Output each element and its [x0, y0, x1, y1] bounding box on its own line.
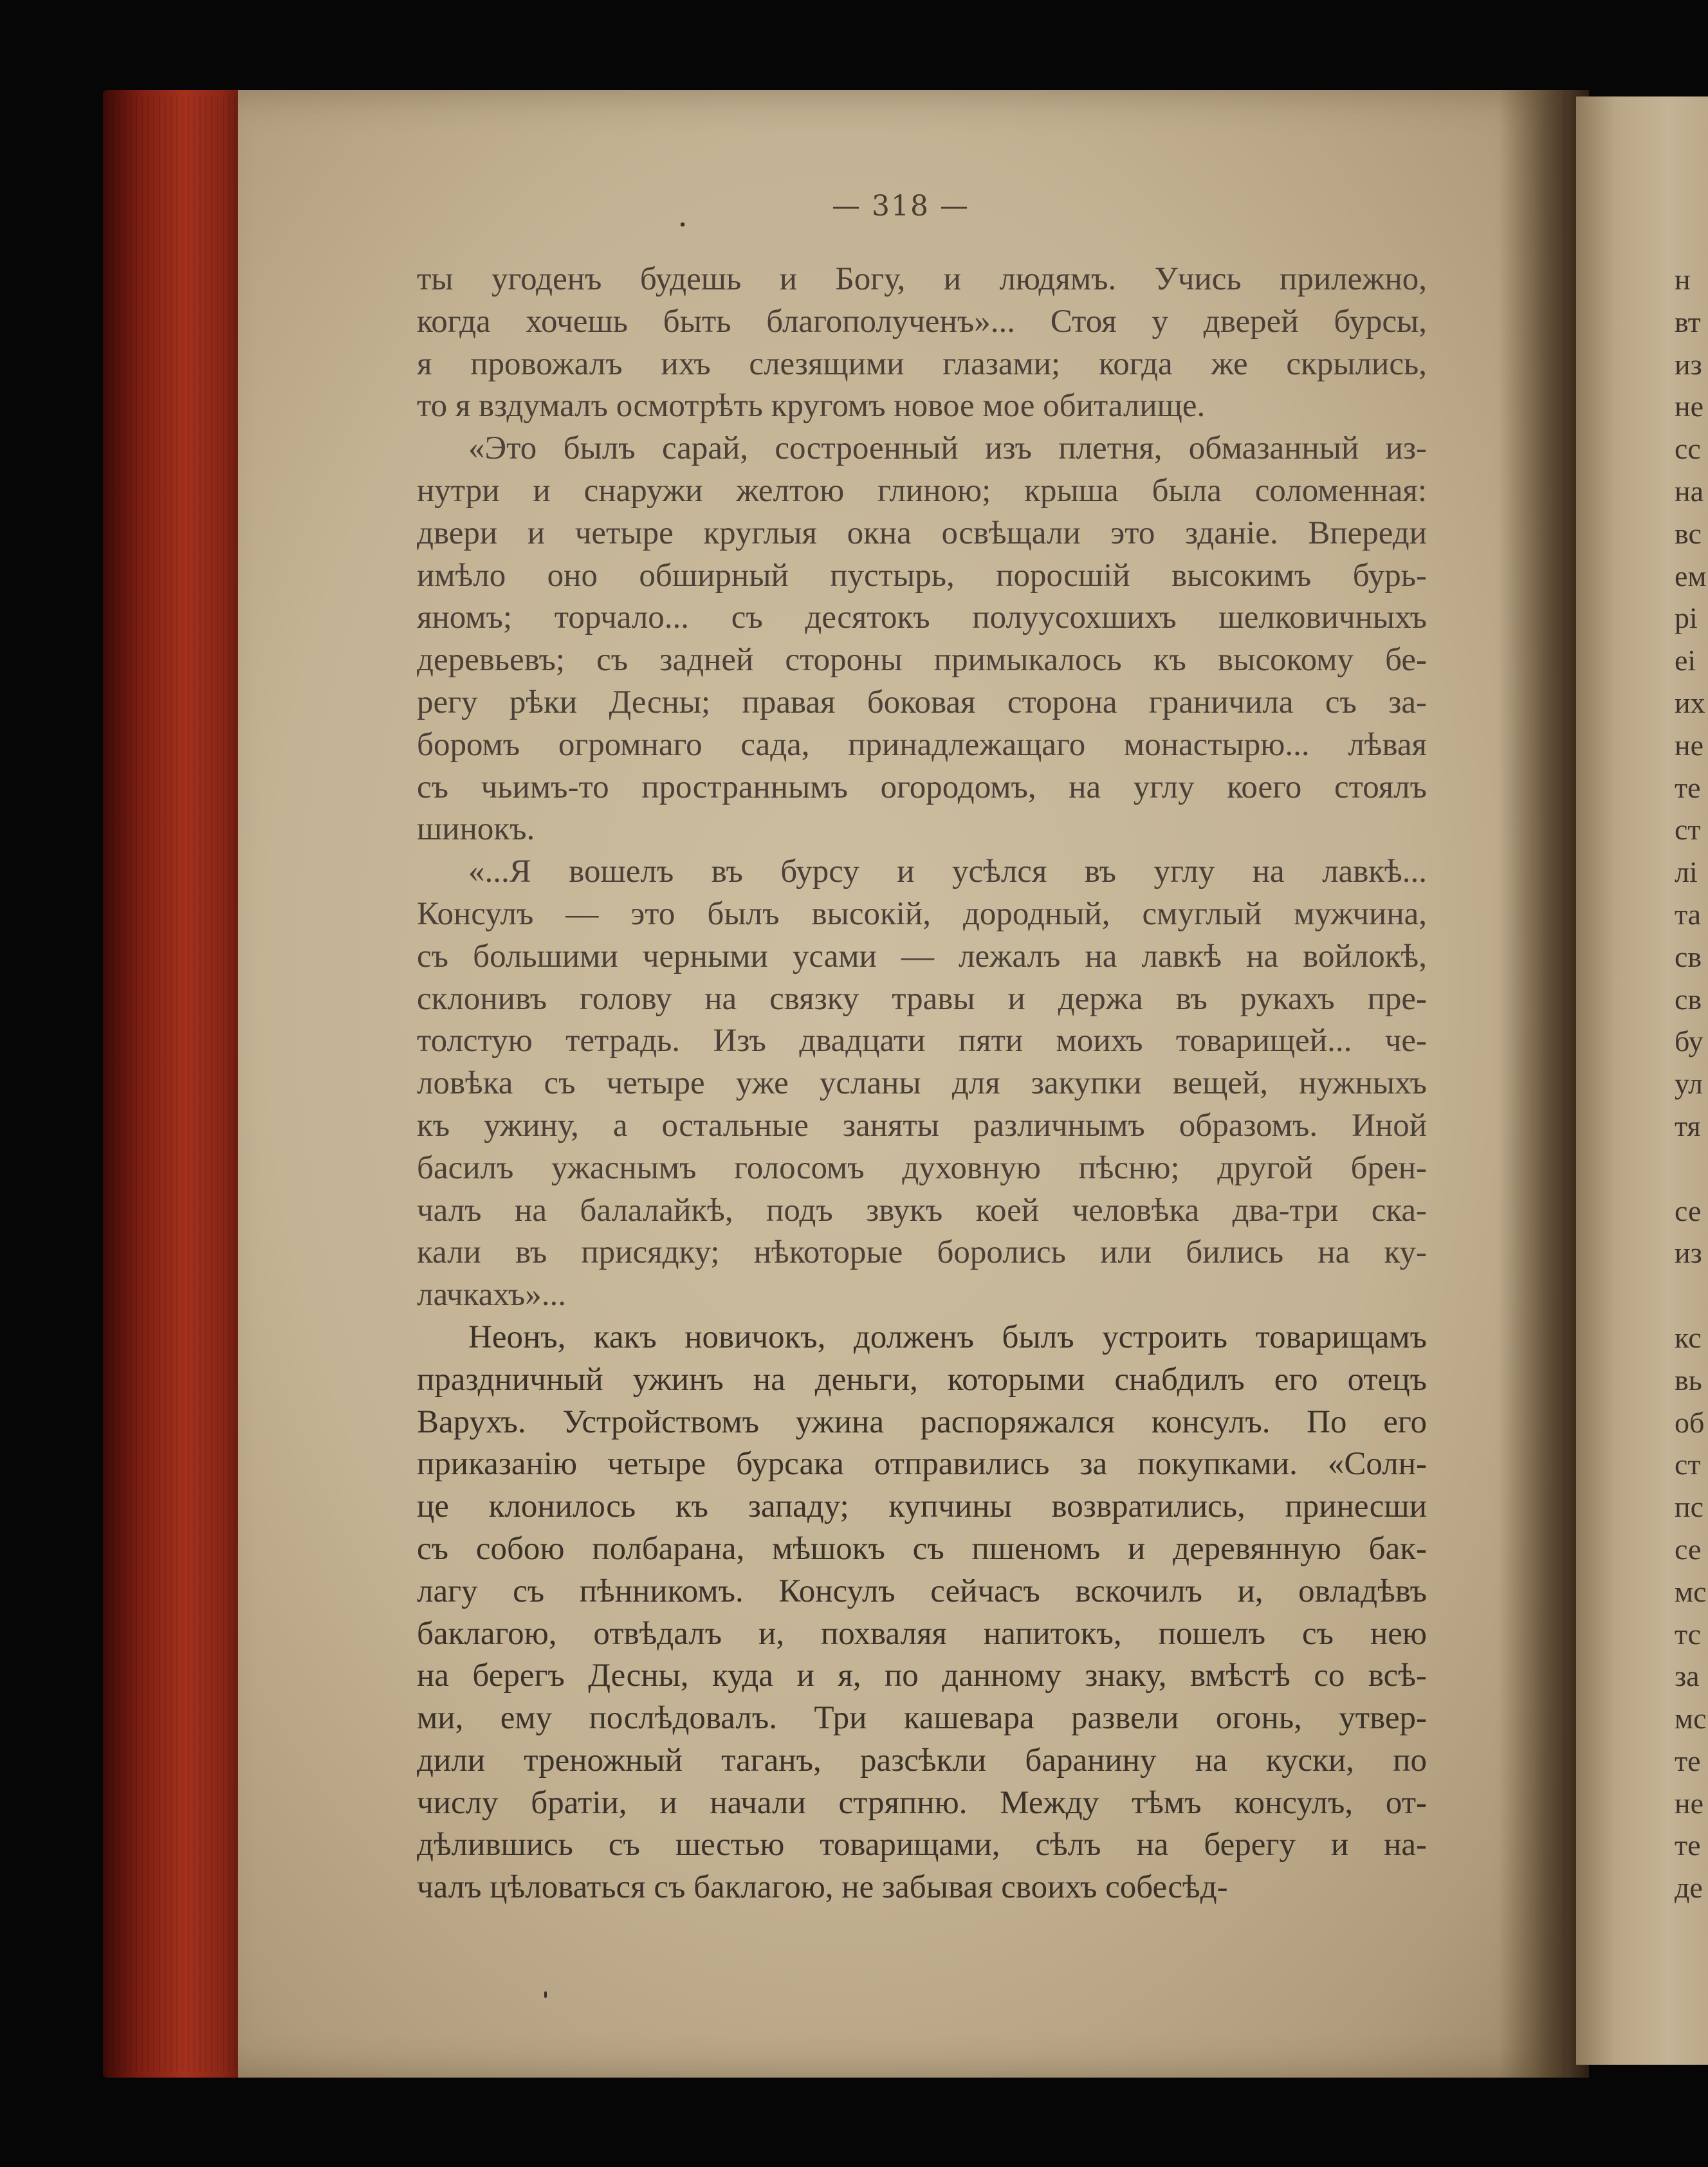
right-page-fragment: еі [1675, 644, 1696, 677]
text-line: чалъ цѣловаться съ баклагою, не забывая своихъ собесѣд- [417, 1869, 1228, 1906]
right-page-fragment: ем [1675, 559, 1707, 592]
right-page-fragment: лі [1675, 855, 1698, 889]
text-line: яномъ; торчало... съ десятокъ полуусохшихъ шелковичныхъ [417, 599, 1427, 636]
right-page-fragment: не [1675, 728, 1704, 762]
right-page-fragment: се [1675, 1532, 1702, 1566]
right-page-text-fragments [1675, 259, 1708, 1909]
right-page-fragment: кс [1675, 1321, 1702, 1354]
text-line: «...Я вошелъ въ бурсу и усѣлся въ углу на лавкѣ... [468, 854, 1427, 890]
right-page-fragment: из [1675, 347, 1702, 381]
right-page-fragment: пс [1675, 1490, 1704, 1524]
ink-speck [544, 1991, 547, 1998]
text-line: на берегъ Десны, куда и я, по данному знаку, вмѣстѣ со всѣ- [417, 1658, 1427, 1694]
text-line: склонивъ голову на связку травы и держа въ рукахъ пре- [417, 980, 1427, 1017]
right-page-fragment: та [1675, 897, 1702, 931]
text-line: баклагою, отвѣдалъ и, похваляя напитокъ, пошелъ съ нею [417, 1615, 1427, 1652]
ink-speck [681, 223, 684, 226]
right-page-fragment: се [1675, 1194, 1702, 1227]
right-page-fragment: вь [1675, 1363, 1702, 1396]
right-page-fragment: вс [1675, 517, 1702, 550]
page-body-text [417, 259, 1427, 1909]
right-page-fragment: н [1675, 263, 1691, 296]
text-line: дѣлившись съ шестью товарищами, сѣлъ на берегу и на- [417, 1827, 1427, 1863]
right-page-fragment: тс [1675, 1617, 1702, 1650]
right-page-fragment: сс [1675, 432, 1701, 466]
text-line: ми, ему послѣдовалъ. Три кашевара развели огонь, утвер- [417, 1700, 1427, 1737]
text-line: ловѣка съ четыре уже усланы для закупки вещей, нужныхъ [417, 1065, 1427, 1102]
text-line: приказанію четыре бурсака отправились за покупками. «Солн- [417, 1446, 1427, 1483]
right-page-fragment [1675, 1148, 1708, 1190]
right-page-fragment: не [1675, 1786, 1704, 1820]
right-page-fragment: об [1675, 1405, 1705, 1439]
text-line: съ чьимъ-то пространнымъ огородомъ, на углу коего стоялъ [417, 769, 1427, 805]
text-line: съ собою полбарана, мѣшокъ съ пшеномъ и деревянную бак- [417, 1530, 1427, 1567]
text-line: я провожалъ ихъ слезящими глазами; когда же скрылись, [417, 345, 1427, 382]
right-page-fragment: бу [1675, 1025, 1703, 1058]
text-line: когда хочешь быть благополученъ»... Стоя у дверей бурсы, [417, 303, 1427, 340]
page-number: — 318 — [832, 190, 969, 223]
right-page-fragment: из [1675, 1236, 1702, 1270]
text-line: нутри и снаружи желтою глиною; крыша была соломенная: [417, 472, 1427, 509]
right-page-fragment: ул [1675, 1067, 1703, 1101]
right-page-fragment: мс [1675, 1575, 1707, 1608]
right-page-fragment: не [1675, 390, 1704, 423]
text-line: регу рѣки Десны; правая боковая сторона граничила съ за- [417, 684, 1427, 720]
right-page-fragment: св [1675, 982, 1702, 1016]
page-edge-texture [113, 96, 241, 2071]
text-line: боромъ огромнаго сада, принадлежащаго монастырю... лѣвая [417, 726, 1427, 763]
right-page-fragment: те [1675, 771, 1701, 804]
book-gutter-shadow [1499, 90, 1589, 2078]
text-line: шинокъ. [417, 811, 535, 848]
right-page-fragment [1675, 1274, 1708, 1317]
text-line: деревьевъ; съ задней стороны примыкалось къ высокому бе- [417, 642, 1427, 679]
right-page-fragment: рі [1675, 601, 1698, 635]
right-page-fragment: их [1675, 686, 1705, 719]
text-line: праздничный ужинъ на деньги, которыми снабдилъ его отецъ [417, 1361, 1427, 1398]
text-line: толстую тетрадь. Изъ двадцати пяти моихъ товарищей... че- [417, 1023, 1427, 1059]
text-line: лагу съ пѣнникомъ. Консулъ сейчасъ вскочилъ и, овладѣвъ [417, 1573, 1427, 1609]
text-line: лачкахъ»... [417, 1277, 567, 1313]
right-page-fragment: мс [1675, 1702, 1707, 1735]
right-page-fragment: де [1675, 1871, 1703, 1905]
text-line: двери и четыре круглыя окна освѣщали это зданіе. Впереди [417, 515, 1427, 551]
right-page-fragment: тя [1675, 1109, 1701, 1142]
text-line: съ большими черными усами — лежалъ на лавкѣ на войлокѣ, [417, 938, 1427, 974]
text-line: Неонъ, какъ новичокъ, долженъ былъ устроить товарищамъ [468, 1319, 1427, 1355]
text-line: дили треножный таганъ, разсѣкли баранину на куски, по [417, 1742, 1427, 1778]
right-page-fragment: вт [1675, 305, 1701, 338]
text-line: Консулъ — это былъ высокій, дородный, смуглый мужчина, [417, 895, 1427, 932]
right-page-fragment: те [1675, 1744, 1701, 1777]
right-page-fragment: св [1675, 940, 1702, 973]
right-page-fragment: за [1675, 1660, 1700, 1693]
text-line: це клонилось къ западу; купчины возвратились, принесши [417, 1488, 1427, 1525]
text-line: кали въ присядку; нѣкоторые боролись или бились на ку- [417, 1234, 1427, 1271]
text-line: числу братіи, и начали стряпню. Между тѣмъ консулъ, от- [417, 1784, 1427, 1821]
right-page-fragment: те [1675, 1829, 1701, 1862]
right-page-fragment: на [1675, 474, 1704, 507]
text-line: чалъ на балалайкѣ, подъ звукъ коей человѣка два-три ска- [417, 1192, 1427, 1229]
text-line: то я вздумалъ осмотрѣть кругомъ новое мое обиталище. [417, 388, 1206, 425]
right-page-fragment: ст [1675, 813, 1701, 846]
text-line: басилъ ужаснымъ голосомъ духовную пѣсню; другой брен- [417, 1149, 1427, 1186]
text-line: Варухъ. Устройствомъ ужина распоряжался консулъ. По его [417, 1404, 1427, 1440]
text-line: къ ужину, а остальные заняты различнымъ образомъ. Иной [417, 1107, 1427, 1144]
right-page-fragment: ст [1675, 1448, 1701, 1481]
text-line: имѣло оно обширный пустырь, поросшій высокимъ бурь- [417, 557, 1427, 594]
text-line: ты угоденъ будешь и Богу, и людямъ. Учись прилежно, [417, 261, 1427, 297]
text-line: «Это былъ сарай, состроенный изъ плетня, обмазанный из- [468, 430, 1427, 467]
